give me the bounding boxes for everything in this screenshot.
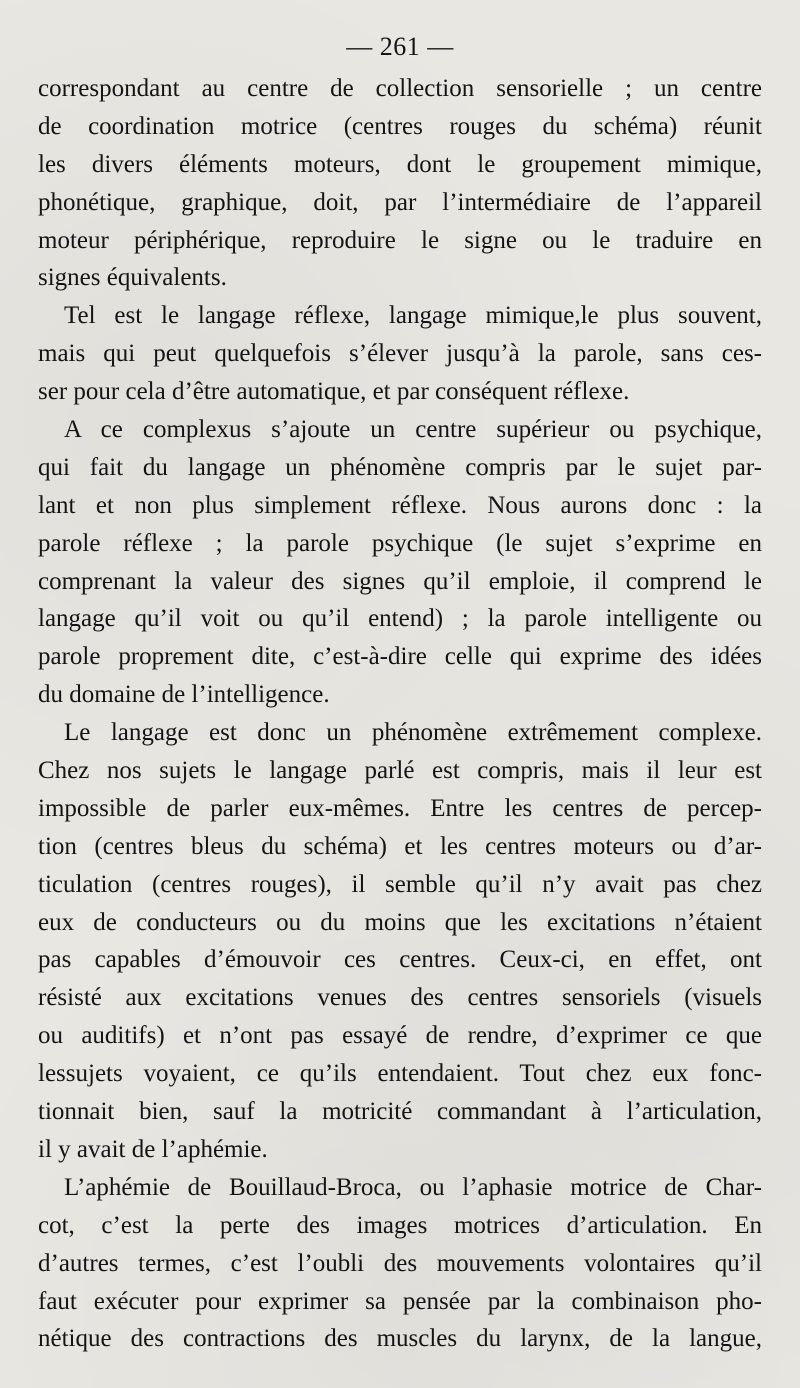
text-line: les divers éléments moteurs, dont le groupement mimique, bbox=[38, 150, 762, 178]
text-line: impossible de parler eux-mêmes. Entre les centres de percep- bbox=[38, 794, 762, 822]
text-line: qui fait du langage un phénomène compris par le sujet par- bbox=[38, 453, 762, 481]
text-line: comprenant la valeur des signes qu’il emploie, il comprend le bbox=[38, 567, 762, 595]
text-line: lessujets voyaient, ce qu’ils entendaient. Tout chez eux fonc- bbox=[38, 1060, 762, 1088]
text-line: il y avait de l’aphémie. bbox=[38, 1135, 268, 1163]
text-line: pas capables d’émouvoir ces centres. Ceux-ci, en effet, ont bbox=[38, 946, 762, 974]
text-line: résisté aux excitations venues des centres sensoriels (visuels bbox=[38, 984, 762, 1012]
text-line: moteur périphérique, reproduire le signe ou le traduire en bbox=[38, 226, 762, 254]
text-line: correspondant au centre de collection sensorielle ; un centre bbox=[38, 75, 762, 102]
body-text bbox=[38, 70, 762, 1358]
text-line: de coordination motrice (centres rouges du schéma) réunit bbox=[38, 112, 762, 140]
text-line: du domaine de l’intelligence. bbox=[38, 681, 330, 709]
text-line: d’autres termes, c’est l’oubli des mouvements volontaires qu’il bbox=[38, 1249, 762, 1277]
text-line: L’aphémie de Bouillaud-Broca, ou l’aphasie motrice de Char- bbox=[64, 1173, 762, 1201]
text-line: cot, c’est la perte des images motrices d’articulation. En bbox=[38, 1211, 762, 1239]
text-line: Le langage est donc un phénomène extrêmement complexe. bbox=[64, 719, 762, 747]
text-line: ser pour cela d’être automatique, et par conséquent réflexe. bbox=[38, 378, 630, 406]
text-line: A ce complexus s’ajoute un centre supérieur ou psychique, bbox=[64, 416, 762, 444]
text-line: parole réflexe ; la parole psychique (le sujet s’exprime en bbox=[38, 529, 762, 557]
text-line: mais qui peut quelquefois s’élever jusqu’à la parole, sans ces- bbox=[38, 340, 762, 368]
text-line: langage qu’il voit ou qu’il entend) ; la parole intelligente ou bbox=[38, 605, 762, 633]
text-line: tion (centres bleus du schéma) et les centres moteurs ou d’ar- bbox=[38, 832, 762, 860]
text-line: signes équivalents. bbox=[38, 264, 227, 292]
text-line: tionnait bien, sauf la motricité commandant à l’articulation, bbox=[38, 1098, 762, 1126]
text-line: ticulation (centres rouges), il semble qu’il n’y avait pas chez bbox=[38, 870, 762, 898]
text-line: ou auditifs) et n’ont pas essayé de rendre, d’exprimer ce que bbox=[38, 1022, 762, 1050]
text-line: Tel est le langage réflexe, langage mimique,le plus souvent, bbox=[64, 302, 762, 330]
text-line: lant et non plus simplement réflexe. Nous aurons donc : la bbox=[38, 491, 762, 519]
text-line: faut exécuter pour exprimer sa pensée par la combinaison pho- bbox=[38, 1287, 762, 1315]
text-line: Chez nos sujets le langage parlé est compris, mais il leur est bbox=[38, 757, 762, 785]
text-line: nétique des contractions des muscles du larynx, de la langue, bbox=[38, 1325, 762, 1353]
text-line: phonétique, graphique, doit, par l’intermédiaire de l’appareil bbox=[38, 188, 762, 216]
text-line: eux de conducteurs ou du moins que les excitations n’étaient bbox=[38, 908, 762, 936]
page-number: — 261 — bbox=[346, 32, 454, 61]
text-line: parole proprement dite, c’est-à-dire celle qui exprime des idées bbox=[38, 643, 762, 671]
